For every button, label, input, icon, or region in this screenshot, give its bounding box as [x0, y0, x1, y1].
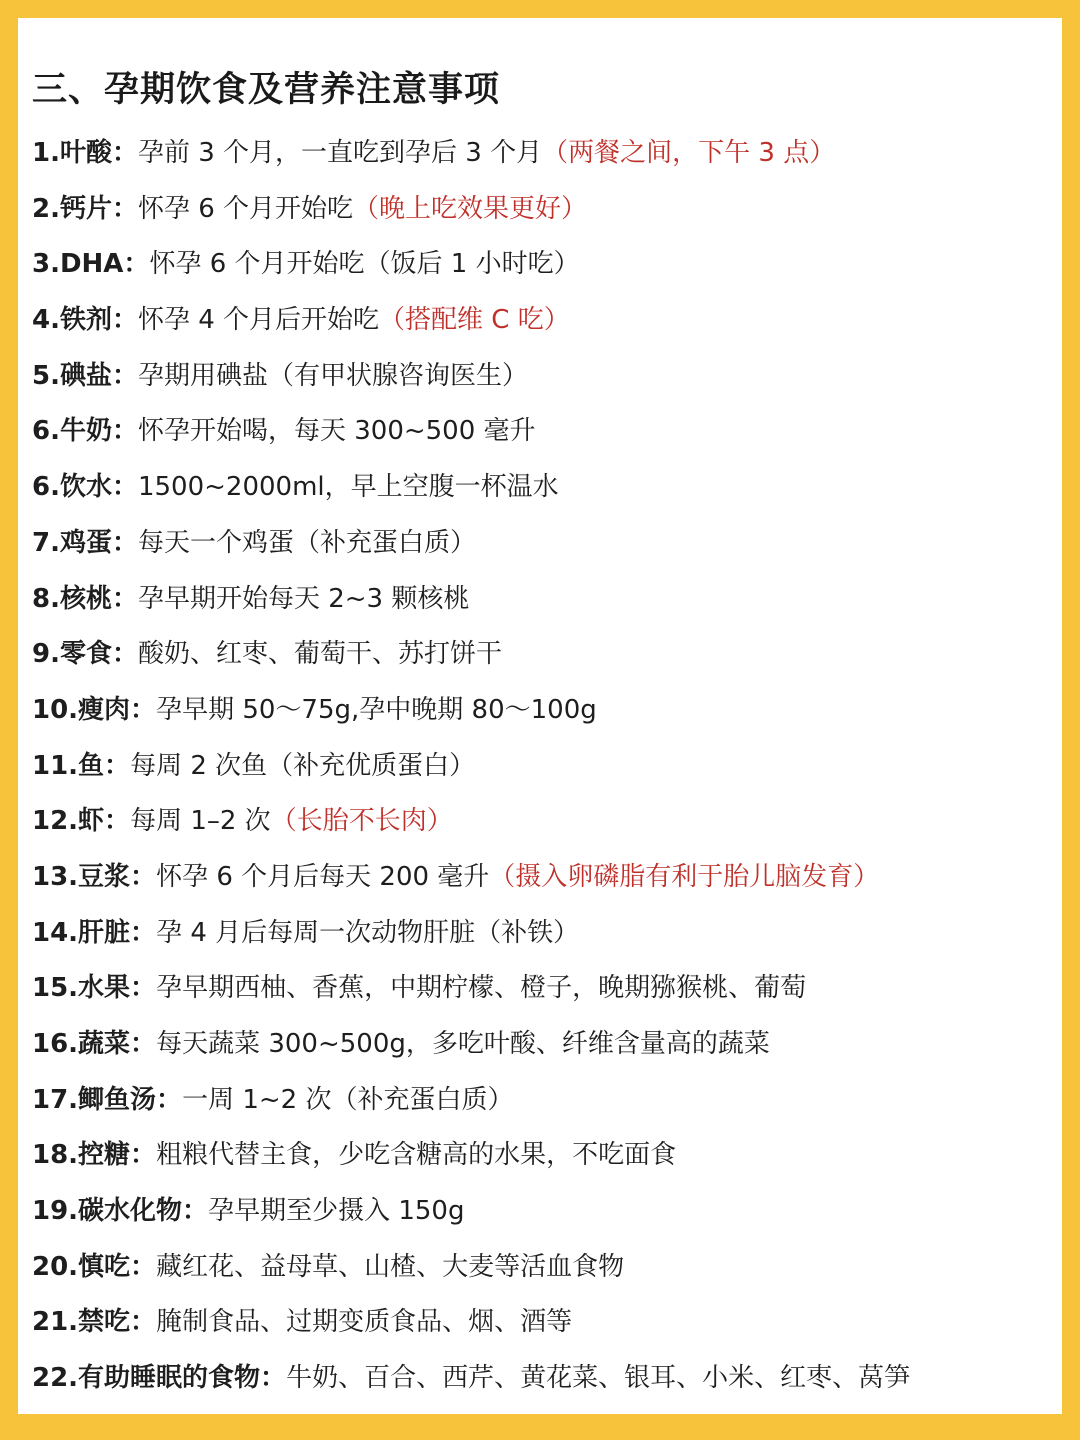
- item-label: 19.碳水化物：: [32, 1196, 209, 1227]
- item-text: 1500~2000ml，早上空腹一杯温水: [137, 472, 559, 503]
- list-item: [32, 460, 1062, 516]
- item-label: 17.鲫鱼汤：: [32, 1084, 183, 1115]
- list-item: [32, 1295, 1062, 1351]
- item-label: 6.牛奶：: [32, 416, 138, 447]
- list-item: [32, 794, 1062, 850]
- item-label: 5.碘盐：: [32, 360, 138, 391]
- item-label: 10.瘦肉：: [32, 694, 157, 725]
- list-item: [32, 293, 1062, 349]
- item-text: 孕前 3 个月，一直吃到孕后 3 个月: [137, 138, 543, 168]
- item-label: 16.蔬菜：: [32, 1029, 157, 1059]
- item-label: 21.禁吃：: [32, 1307, 157, 1338]
- list-item: [32, 627, 1062, 683]
- diet-list: [32, 126, 1062, 1407]
- list-item: [32, 683, 1062, 739]
- item-label: 1.叶酸：: [32, 138, 138, 168]
- item-text: 每周 2 次鱼（补充优质蛋白）: [130, 750, 476, 781]
- item-text: 孕早期西柚、香蕉，中期柠檬、橙子，晚期猕猴桃、葡萄: [156, 973, 807, 1004]
- list-item: [32, 906, 1062, 962]
- list-item: [32, 1184, 1062, 1240]
- item-text: 孕早期 50～75g,孕中晚期 80～100g: [156, 694, 597, 725]
- list-item: [32, 237, 1062, 293]
- item-text: 每天一个鸡蛋（补充蛋白质）: [137, 527, 476, 558]
- item-text: 孕早期至少摄入 150g: [208, 1196, 465, 1227]
- item-label: 3.DHA：: [32, 249, 150, 280]
- list-item: [32, 961, 1062, 1017]
- item-note: （晚上吃效果更好）: [353, 193, 588, 224]
- item-label: 8.核桃：: [32, 583, 138, 614]
- item-text: 牛奶、百合、西芹、黄花菜、银耳、小米、红枣、莴笋: [286, 1363, 911, 1394]
- list-item: [32, 1073, 1062, 1129]
- item-label: 13.豆浆：: [32, 861, 157, 892]
- item-text: 酸奶、红枣、葡萄干、苏打饼干: [137, 639, 502, 670]
- list-item: [32, 1240, 1062, 1296]
- list-item: [32, 349, 1062, 405]
- item-label: 18.控糖：: [32, 1140, 157, 1171]
- item-label: 2.钙片：: [32, 193, 138, 224]
- list-item: [32, 516, 1062, 572]
- item-label: 9.零食：: [32, 639, 138, 670]
- item-text: 孕期用碘盐（有甲状腺咨询医生）: [137, 360, 528, 391]
- item-label: 6.饮水：: [32, 472, 138, 503]
- page-title: 三、孕期饮食及营养注意事项: [32, 70, 501, 110]
- document-card: [18, 18, 1062, 1414]
- item-text: 孕早期开始每天 2~3 颗核桃: [137, 583, 470, 614]
- item-text: 藏红花、益母草、山楂、大麦等活血食物: [156, 1251, 625, 1282]
- item-text: 腌制食品、过期变质食品、烟、酒等: [156, 1307, 573, 1338]
- list-item: [32, 126, 1062, 182]
- item-text: 每周 1–2 次: [130, 806, 271, 837]
- item-note: （摄入卵磷脂有利于胎儿脑发育）: [489, 861, 880, 892]
- item-label: 22.有助睡眠的食物：: [32, 1363, 287, 1394]
- item-label: 20.慎吃：: [32, 1251, 157, 1282]
- item-text: 怀孕 4 个月后开始吃: [137, 305, 380, 336]
- item-text: 怀孕 6 个月开始吃（饭后 1 小时吃）: [149, 249, 580, 280]
- item-label: 11.鱼：: [32, 750, 131, 781]
- list-item: [32, 404, 1062, 460]
- item-text: 一周 1~2 次（补充蛋白质）: [182, 1084, 514, 1115]
- item-text: 粗粮代替主食，少吃含糖高的水果，不吃面食: [156, 1140, 677, 1171]
- list-item: [32, 572, 1062, 628]
- list-item: [32, 1351, 1062, 1407]
- list-item: [32, 1128, 1062, 1184]
- list-item: [32, 739, 1062, 795]
- item-label: 7.鸡蛋：: [32, 527, 138, 558]
- item-note: （长胎不长肉）: [270, 806, 453, 837]
- list-item: [32, 850, 1062, 906]
- item-text: 怀孕开始喝，每天 300~500 毫升: [137, 416, 536, 447]
- list-item: [32, 182, 1062, 238]
- item-note: （两餐之间，下午 3 点）: [542, 138, 836, 168]
- item-note: （搭配维 C 吃）: [379, 305, 570, 336]
- item-text: 怀孕 6 个月后每天 200 毫升: [156, 861, 490, 892]
- item-label: 14.肝脏：: [32, 917, 157, 948]
- item-label: 4.铁剂：: [32, 305, 138, 336]
- item-text: 每天蔬菜 300~500g，多吃叶酸、纤维含量高的蔬菜: [156, 1029, 770, 1059]
- list-item: [32, 1017, 1062, 1073]
- item-label: 15.水果：: [32, 973, 157, 1004]
- item-text: 怀孕 6 个月开始吃: [137, 193, 354, 224]
- item-label: 12.虾：: [32, 806, 131, 837]
- item-text: 孕 4 月后每周一次动物肝脏（补铁）: [156, 917, 580, 948]
